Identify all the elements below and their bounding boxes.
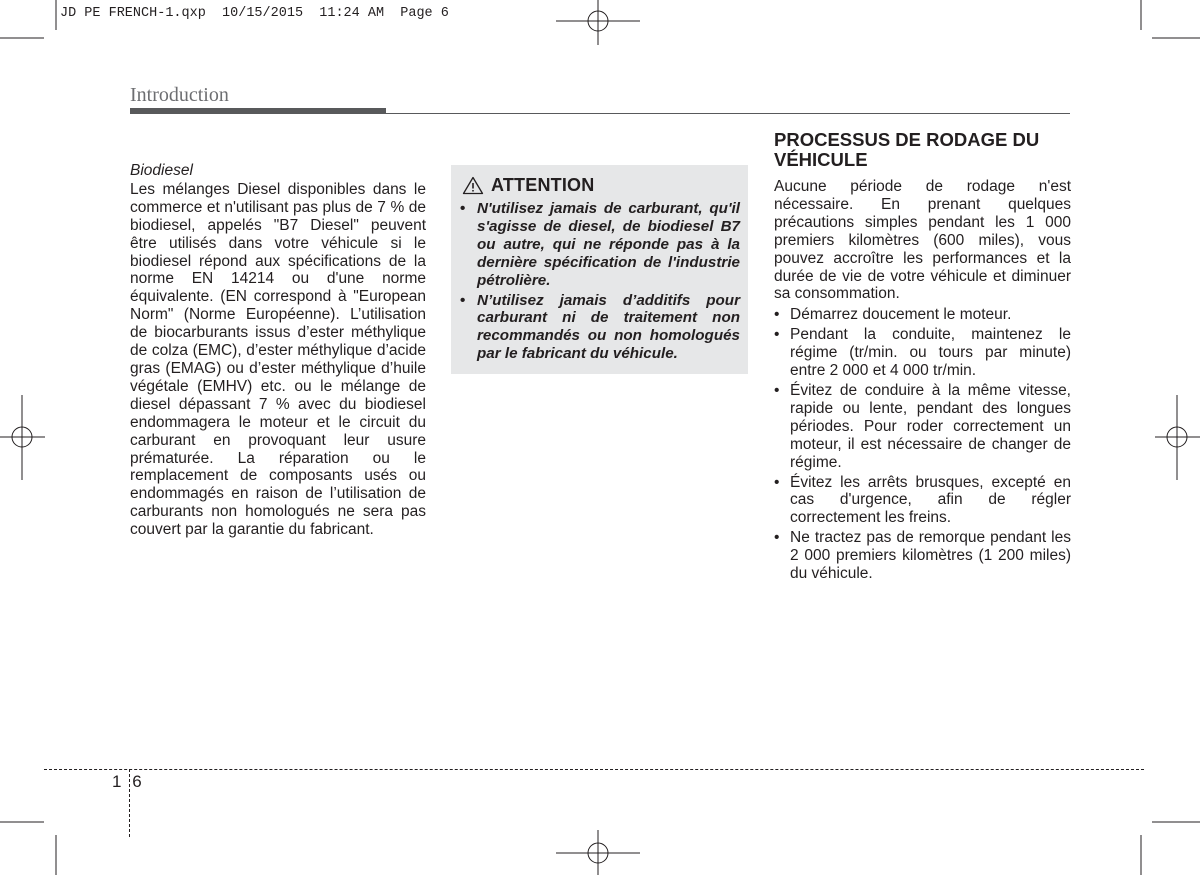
- biodiesel-paragraph: Les mélanges Diesel disponibles dans le commerce et n'utilisant pas plus de 7 % de biodiesel, appelés "B7 Diesel" peuvent être utilisés dans votre véhicule si le biodiesel répond aux spécifications de la norme EN 14214 ou d'une norme équivalente. (EN correspond à "European Norm" (Norme Européenne). L’utilisation de biocarburants issus d’ester méthylique de colza (EMC), d’ester méthylique d’acide gras (EMAG) ou d’ester méthylique d’huile végétale (EMHV) etc. ou le mélange de diesel dépassant 7 % avec du biodiesel endommagera le moteur et le circuit du carburant en provoquant leur usure prématurée. La réparation ou le remplacement de composants usés ou endommagés en raison de l’utilisation de carburants non homologués ne sera pas couvert par la garantie du fabricant.: [130, 180, 426, 539]
- break-in-item: • Démarrez doucement le moteur.: [774, 306, 1071, 324]
- break-in-item: • Pendant la conduite, maintenez le régime (tr/min. ou tours par minute) entre 2 000 et 4 000 tr/min.: [774, 326, 1071, 380]
- break-in-item: • Évitez les arrêts brusques, excepté en cas d'urgence, afin de régler correctement les freins.: [774, 474, 1071, 528]
- footer-divider: [44, 769, 1144, 770]
- chapter-number: 1: [112, 772, 122, 791]
- header-rule-thin: [130, 113, 1070, 114]
- break-in-intro: Aucune période de rodage n'est nécessaire. En prenant quelques précautions simples pendant les 1 000 premiers kilomètres (600 miles), vous pouvez accroître les performances et la durée de vie de votre véhicule et diminuer sa consommation.: [774, 178, 1071, 303]
- break-in-item: • Ne tractez pas de remorque pendant les 2 000 premiers kilomètres (1 200 miles) du véhicule.: [774, 529, 1071, 583]
- break-in-list: [774, 306, 1071, 583]
- break-in-heading: PROCESSUS DE RODAGE DU VÉHICULE: [774, 129, 1040, 170]
- break-in-item: • Évitez de conduire à la même vitesse, rapide ou lente, pendant des longues périodes. Pour roder correctement un moteur, il est nécessaire de changer de régime.: [774, 382, 1071, 472]
- section-title: Introduction: [130, 84, 229, 106]
- page-number-value: 6: [132, 772, 142, 791]
- attention-list: [459, 200, 740, 365]
- attention-item: • N’utilisez jamais d’additifs pour carburant ni de traitement non recommandés ou non homologués par le fabricant du véhicule.: [459, 292, 740, 364]
- attention-item: • N'utilisez jamais de carburant, qu'il s'agisse de diesel, de biodiesel B7 ou autre, qui ne réponde pas à la dernière spécification de l'industrie pétrolière.: [459, 200, 740, 290]
- attention-title: ATTENTION: [491, 175, 595, 195]
- biodiesel-subheading: Biodiesel: [130, 162, 193, 179]
- page-number: [112, 772, 142, 792]
- print-slug: JD PE FRENCH-1.qxp 10/15/2015 11:24 AM Page 6: [60, 6, 449, 21]
- break-in-section: [774, 130, 1071, 585]
- warning-triangle-icon: [462, 176, 484, 195]
- attention-header: [462, 175, 594, 196]
- biodiesel-section: [130, 162, 426, 539]
